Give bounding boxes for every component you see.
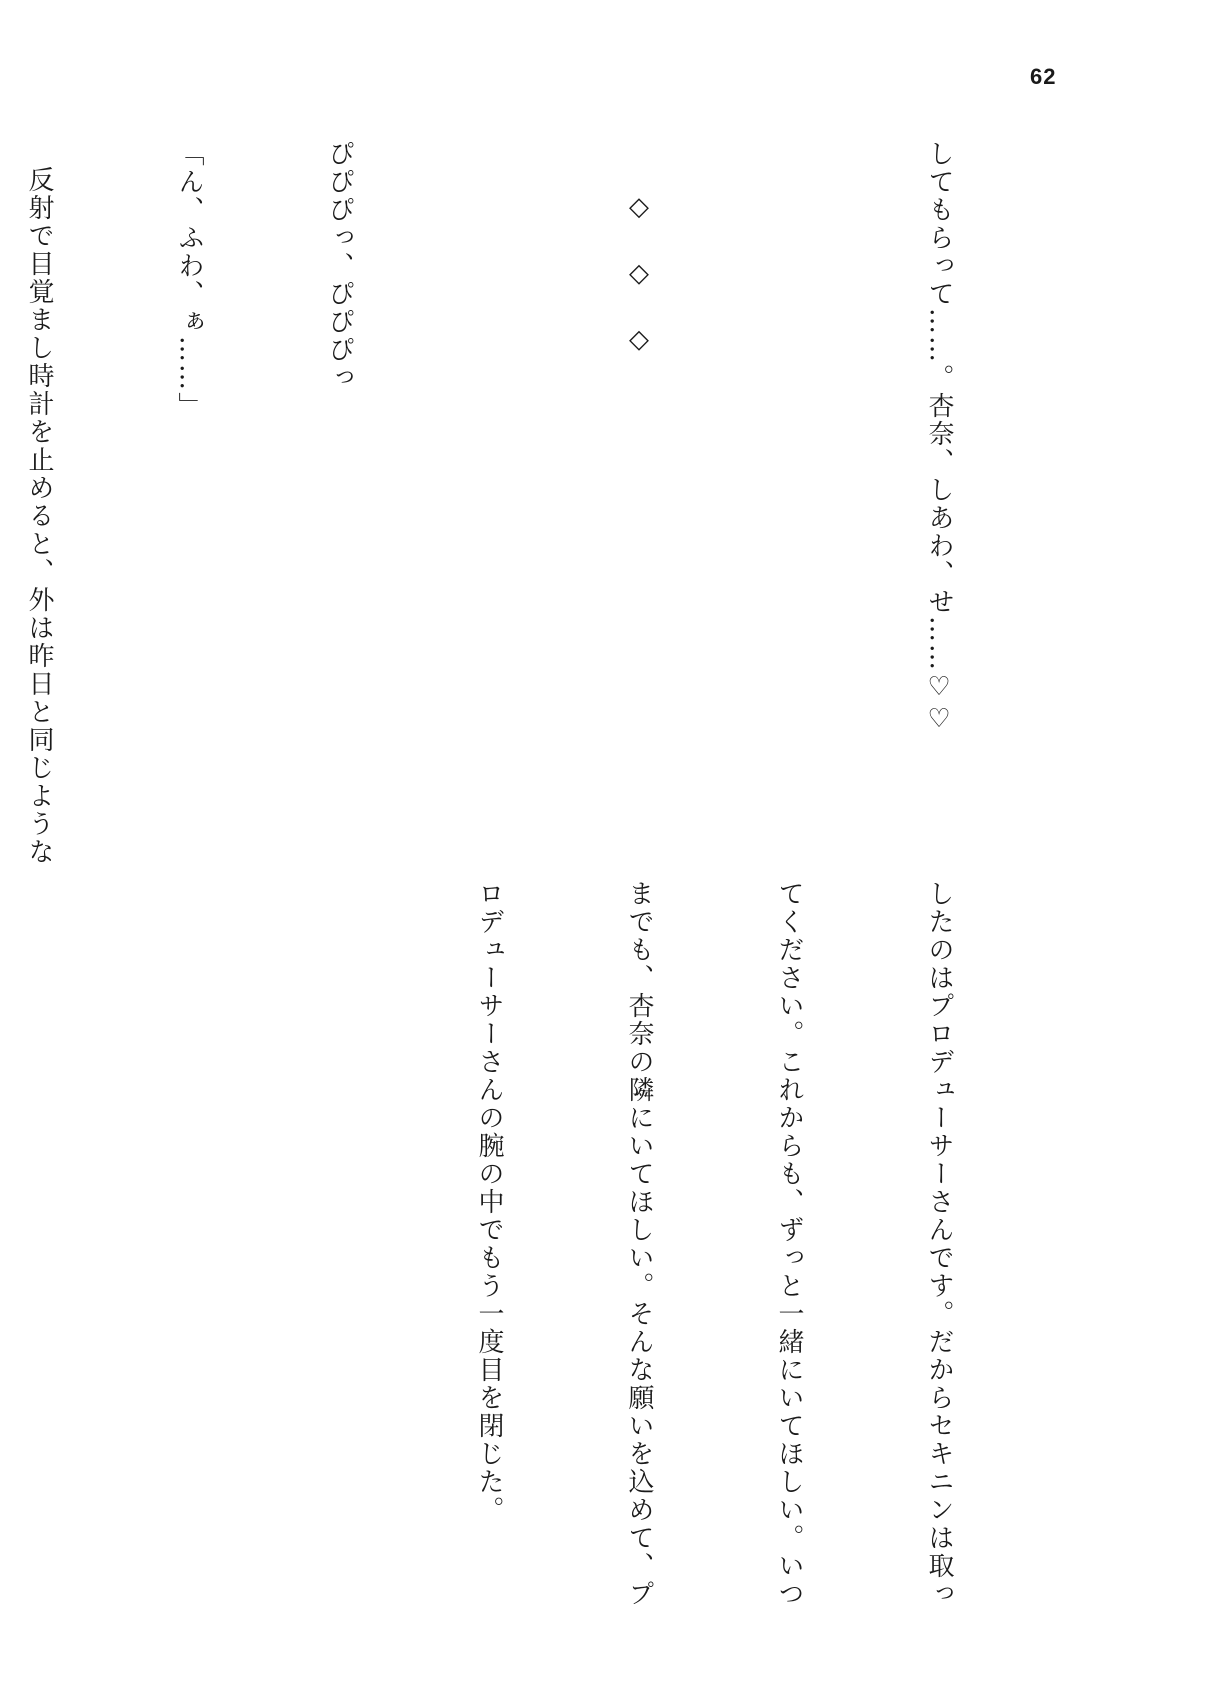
paragraph-start: 反射で目覚まし時計を止めると、外は昨日と同じような: [24, 166, 54, 866]
page-number: 62: [1030, 64, 1057, 89]
text-line: までも、杏奈の隣にいてほしい。そんな願いを込めて、プ: [624, 880, 654, 1608]
section-break-ornament: ◇ ◇ ◇: [624, 192, 654, 369]
lower-text-block: [474, 880, 1064, 1608]
upper-text-block: [24, 140, 1064, 866]
blank-line: [764, 140, 814, 860]
dialogue-line: 「ん、ふわ、ぁ……」: [174, 140, 204, 420]
text-line: てください。これからも、ずっと一緒にいてほしい。いつ: [774, 880, 804, 1608]
text-line: したのはプロデューサーさんです。だからセキニンは取っ: [924, 880, 954, 1608]
blank-line: [464, 140, 514, 860]
text-line: ロデューサーさんの腕の中でもう一度目を閉じた。: [474, 880, 504, 1524]
text-line: ぴぴぴっ、ぴぴぴっ: [324, 140, 354, 392]
text-line: してもらって……。杏奈、しあわ、せ……♡♡: [924, 140, 954, 736]
